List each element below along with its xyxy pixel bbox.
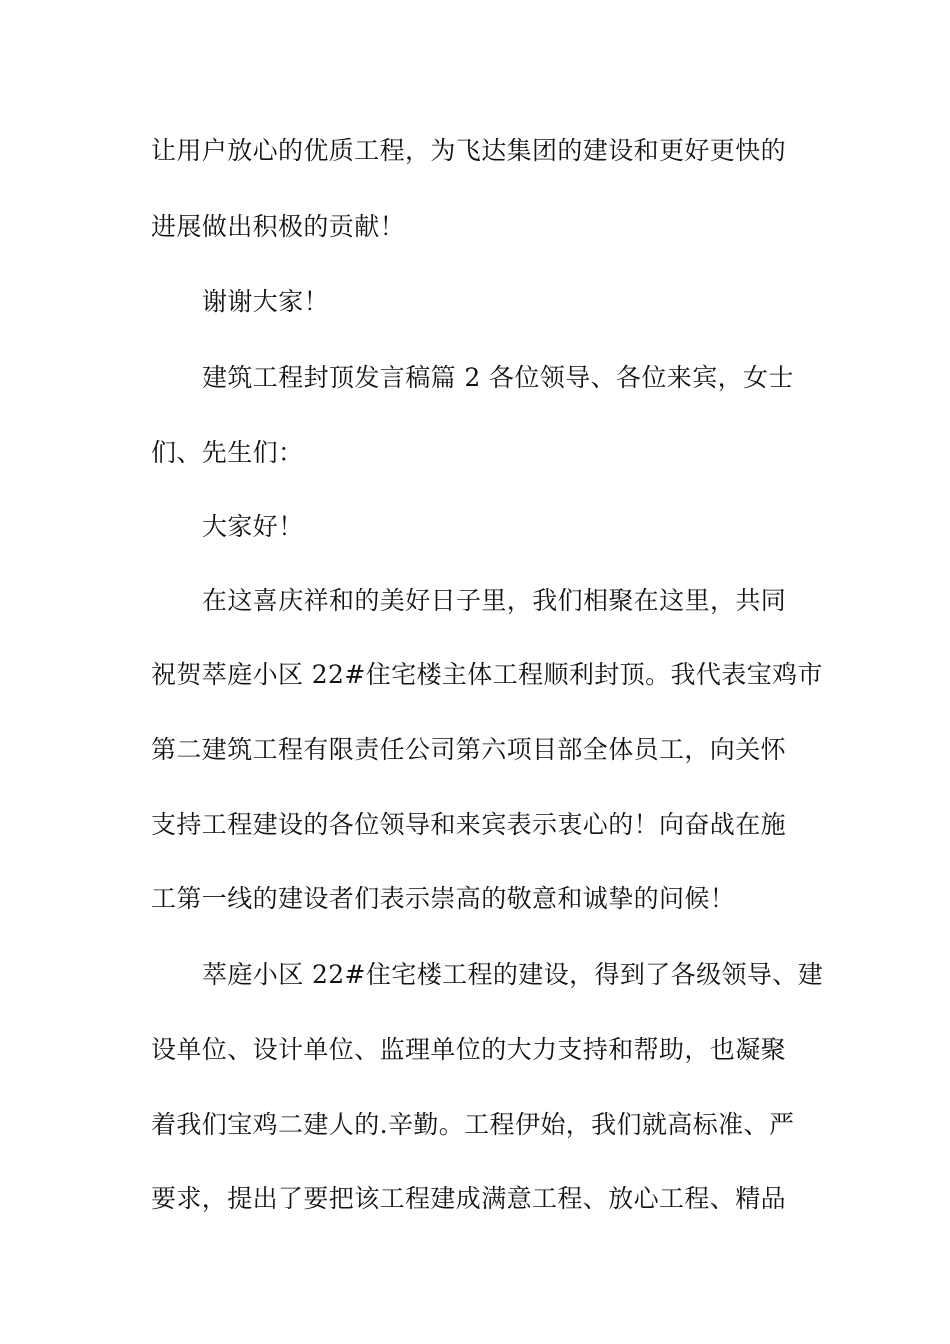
body-text-line: 要求，提出了要把该工程建成满意工程、放心工程、精品 — [151, 1184, 787, 1213]
body-text-line: 祝贺萃庭小区 22#住宅楼主体工程顺利封顶。我代表宝鸡市 — [151, 660, 823, 689]
section-heading-line: 建筑工程封顶发言稿篇 2 各位领导、各位来宾，女士 — [202, 363, 794, 392]
body-text-line: 第二建筑工程有限责任公司第六项目部全体员工，向关怀 — [151, 735, 787, 764]
body-text-line: 工第一线的建设者们表示崇高的敬意和诚挚的问候！ — [151, 884, 736, 913]
paragraph-start-line: 萃庭小区 22#住宅楼工程的建设，得到了各级领导、建 — [202, 960, 824, 989]
paragraph-start-line: 在这喜庆祥和的美好日子里，我们相聚在这里，共同 — [202, 586, 787, 615]
body-text-line: 进展做出积极的贡献！ — [151, 212, 406, 241]
body-text-line: 着我们宝鸡二建人的.辛勤。工程伊始，我们就高标准、严 — [151, 1110, 795, 1139]
closing-thanks: 谢谢大家！ — [202, 287, 330, 316]
body-text-line: 们、先生们： — [151, 438, 304, 467]
body-text-line: 让用户放心的优质工程，为飞达集团的建设和更好更快的 — [151, 136, 787, 165]
greeting: 大家好！ — [202, 512, 304, 541]
body-text-line: 支持工程建设的各位领导和来宾表示衷心的！向奋战在施 — [151, 810, 787, 839]
body-text-line: 设单位、设计单位、监理单位的大力支持和帮助，也凝聚 — [151, 1035, 787, 1064]
